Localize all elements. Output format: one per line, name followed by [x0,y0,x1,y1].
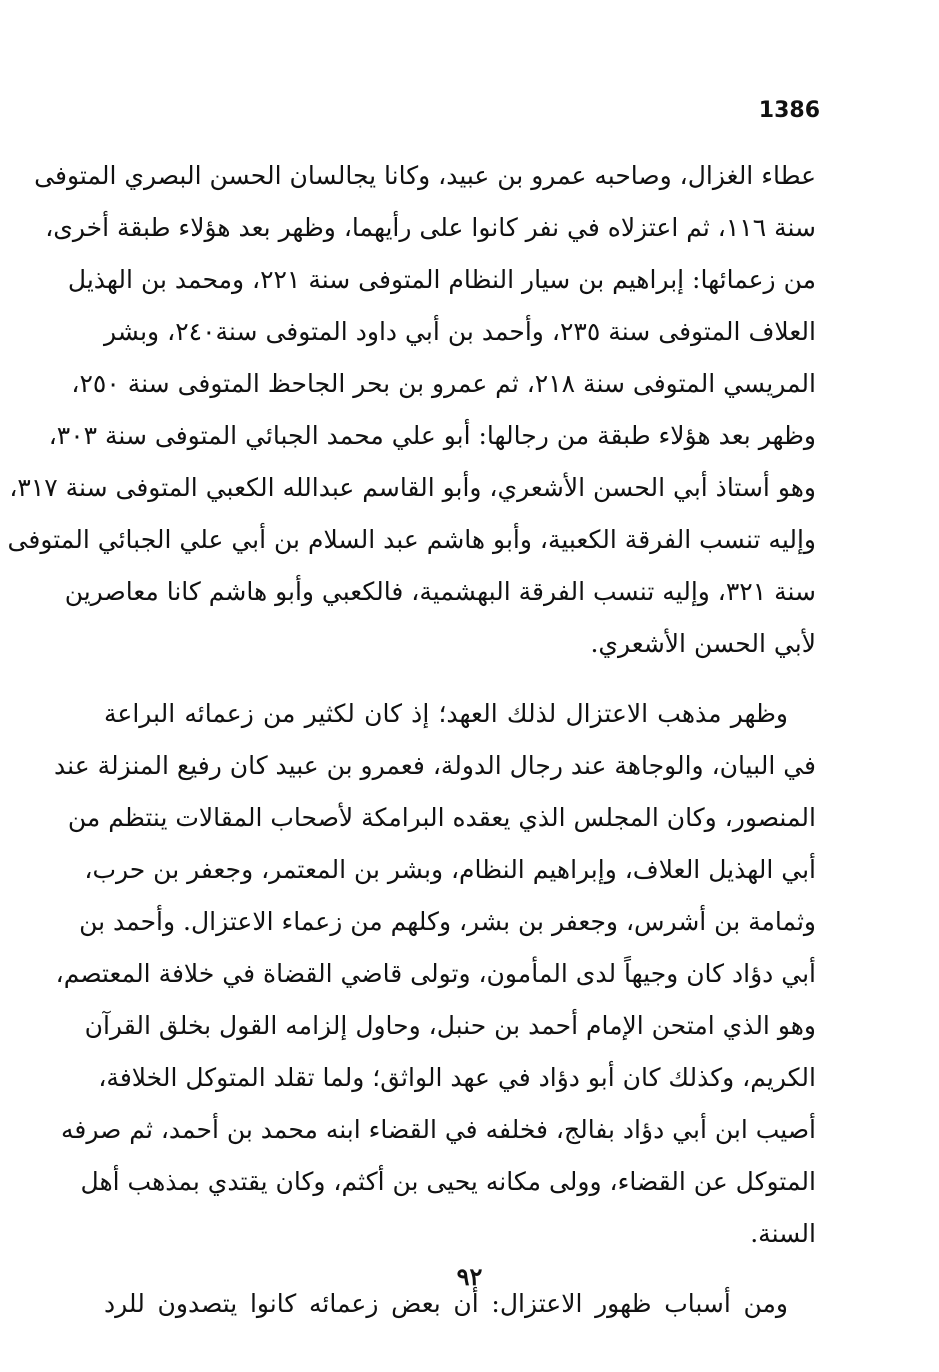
text-line: وظهر مذهب الاعتزال لذلك العهد؛ إذ كان لكثير من زعمائه البراعة [104,699,788,728]
text-line: وهو أستاذ أبي الحسن الأشعري، وأبو القاسم عبدالله الكعبي المتوفى سنة ٣١٧، [9,473,816,502]
text-line: عطاء الغزال، وصاحبه عمرو بن عبيد، وكانا يجالسان الحسن البصري المتوفى [34,161,816,190]
text-line: أصيب ابن أبي دؤاد بفالج، فخلفه في القضاء ابنه محمد بن أحمد، ثم صرفه [60,1115,816,1144]
body-text [7,150,816,1330]
text-line: أبي دؤاد كان وجيهاً لدى المأمون، وتولى قاضي القضاة في خلافة المعتصم، [55,959,816,988]
text-line: سنة ٣٢١، وإليه تنسب الفرقة البهشمية، فالكعبي وأبو هاشم كانا معاصرين [64,577,816,606]
text-line: السنة. [750,1219,816,1248]
paragraph-1 [7,150,816,670]
text-line: المنصور، وكان المجلس الذي يعقده البرامكة لأصحاب المقالات ينتظم من [67,803,816,832]
text-line: وهو الذي امتحن الإمام أحمد بن حنبل، وحاول إلزامه القول بخلق القرآن [84,1011,816,1040]
text-line: من زعمائها: إبراهيم بن سيار النظام المتوفى سنة ٢٢١، ومحمد بن الهذيل [67,265,816,294]
text-line: وإليه تنسب الفرقة الكعبية، وأبو هاشم عبد السلام بن أبي علي الجبائي المتوفى [7,525,816,554]
text-line: أبي الهذيل العلاف، وإبراهيم النظام، وبشر بن المعتمر، وجعفر بن حرب، [84,855,816,884]
text-line: في البيان، والوجاهة عند رجال الدولة، فعمرو بن عبيد كان رفيع المنزلة عند [54,751,816,780]
text-line: سنة ١١٦، ثم اعتزلاه في نفر كانوا على رأيهما، وظهر بعد هؤلاء طبقة أخرى، [45,213,816,242]
paragraph-2 [54,688,816,1260]
text-line: المتوكل عن القضاء، وولى مكانه يحيى بن أكثم، وكان يقتدي بمذهب أهل [80,1167,816,1196]
text-line: ومن أسباب ظهور الاعتزال: أن بعض زعمائه كانوا يتصدون للرد [104,1289,788,1318]
text-line: العلاف المتوفى سنة ٢٣٥، وأحمد بن أبي داود المتوفى سنة٢٤٠، وبشر [104,317,816,346]
text-line: وثمامة بن أشرس، وجعفر بن بشر، وكلهم من زعماء الاعتزال. وأحمد بن [79,907,816,936]
page-number-top: 1386 [758,98,820,123]
page-number-bottom: ٩٢ [456,1262,483,1291]
text-line: المريسي المتوفى سنة ٢١٨، ثم عمرو بن بحر الجاحظ المتوفى سنة ٢٥٠، [71,369,816,398]
text-line: وظهر بعد هؤلاء طبقة من رجالها: أبو علي محمد الجبائي المتوفى سنة ٣٠٣، [48,421,816,450]
paragraph-gap [104,670,816,688]
text-line: لأبي الحسن الأشعري. [590,629,816,658]
text-line: الكريم، وكذلك كان أبو دؤاد في عهد الواثق؛ ولما تقلد المتوكل الخلافة، [98,1063,816,1092]
